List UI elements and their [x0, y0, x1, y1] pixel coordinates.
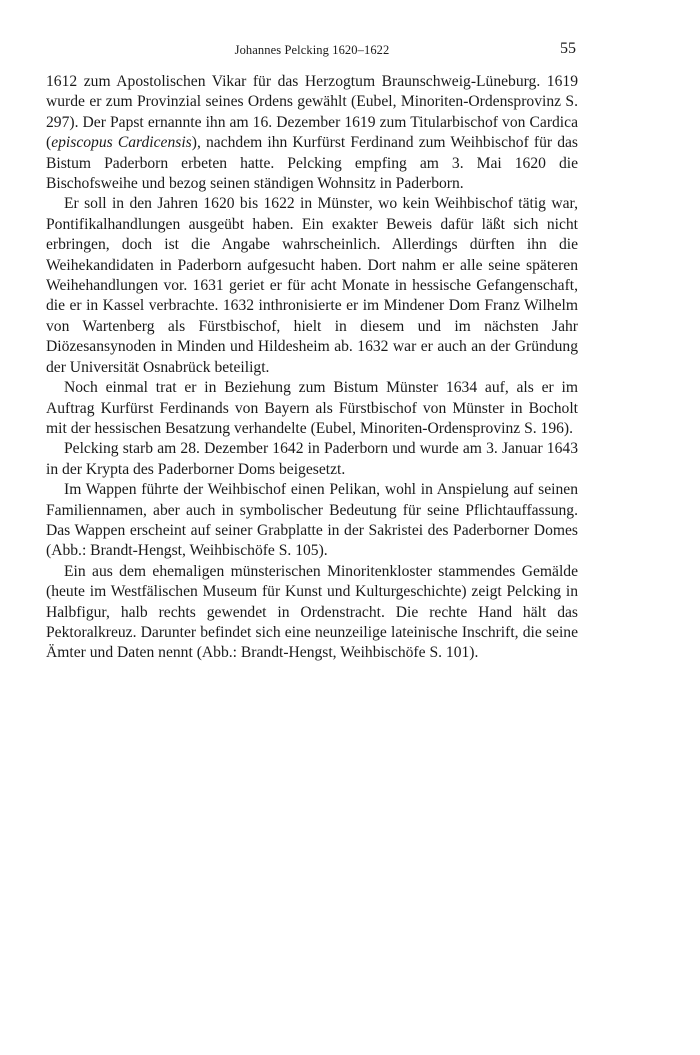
running-head	[46, 40, 578, 62]
latin-title: episcopus Cardicensis	[51, 134, 192, 152]
paragraph: Noch einmal trat er in Beziehung zum Bistum Münster 1634 auf, als er im Auftrag Kurfürst Ferdinands von Bayern als Fürstbischof von Münster in Bocholt mit der hessischen Besatzung verhandelte (Eubel, Minoriten-Ordensprovinz S. 196).	[46, 379, 578, 437]
paragraph-text: 1612 zum Apostolischen Vikar für das Herzogtum Braunschweig-Lüneburg. 1619 wurde er zum Provinzial seines Ordens gewählt (Eubel, Minoriten-Ordensprovinz S. 297). Der Papst ernannte ihn am 16. Dezember 1619 zum Titularbischof von Cardica (	[46, 73, 578, 152]
paragraph: Ein aus dem ehemaligen münsterischen Minoritenkloster stammendes Gemälde (heute im Westfälischen Museum für Kunst und Kulturgeschichte) zeigt Pelcking in Halbfigur, halb rechts gewendet in Ordenstracht. Die rechte Hand hält das Pektoralkreuz. Darunter befindet sich eine neunzeilige lateinische Inschrift, die seine Ämter und Daten nennt (Abb.: Brandt-Hengst, Weihbischöfe S. 101).	[46, 562, 578, 662]
page-number: 55	[560, 40, 576, 57]
paragraph	[46, 72, 578, 194]
paragraph: Er soll in den Jahren 1620 bis 1622 in Münster, wo kein Weihbischof tätig war, Pontifikalhandlungen ausgeübt haben. Ein exakter Beweis dafür läßt sich nicht erbringen, doch ist die Angabe wahrscheinlich. Allerdings dürften ihn die Weihekandidaten in Paderborn aufgesucht haben. Dort nahm er alle seine späteren Weihehandlungen vor. 1631 geriet er für acht Monate in hessische Gefangenschaft, die er in Kassel verbrachte. 1632 inthronisierte er im Mindener Dom Franz Wilhelm von Wartenberg als Fürstbischof, hielt in diesem und im nächsten Jahr Diözesansynoden in Minden und Hildesheim ab. 1632 war er auch an der Gründung der Universität Osnabrück beteiligt.	[46, 195, 578, 376]
paragraph-text: ), nachdem ihn Kurfürst Ferdinand zum Weihbischof für das Bistum Paderborn erbeten hatte. Pelcking empfing am 3. Mai 1620 die Bischofsweihe und bezog seinen ständigen Wohnsitz in Paderborn.	[46, 134, 578, 193]
body-text	[46, 72, 578, 664]
running-title: Johannes Pelcking 1620–1622	[234, 43, 390, 57]
page	[46, 40, 578, 664]
paragraph: Pelcking starb am 28. Dezember 1642 in Paderborn und wurde am 3. Januar 1643 in der Krypta des Paderborner Doms beigesetzt.	[46, 440, 578, 478]
paragraph: Im Wappen führte der Weihbischof einen Pelikan, wohl in Anspielung auf seinen Familiennamen, aber auch in symbolischer Bedeutung für seine Pflichtauffassung. Das Wappen erscheint auf seiner Grabplatte in der Sakristei des Paderborner Domes (Abb.: Brandt-Hengst, Weihbischöfe S. 105).	[46, 481, 578, 560]
